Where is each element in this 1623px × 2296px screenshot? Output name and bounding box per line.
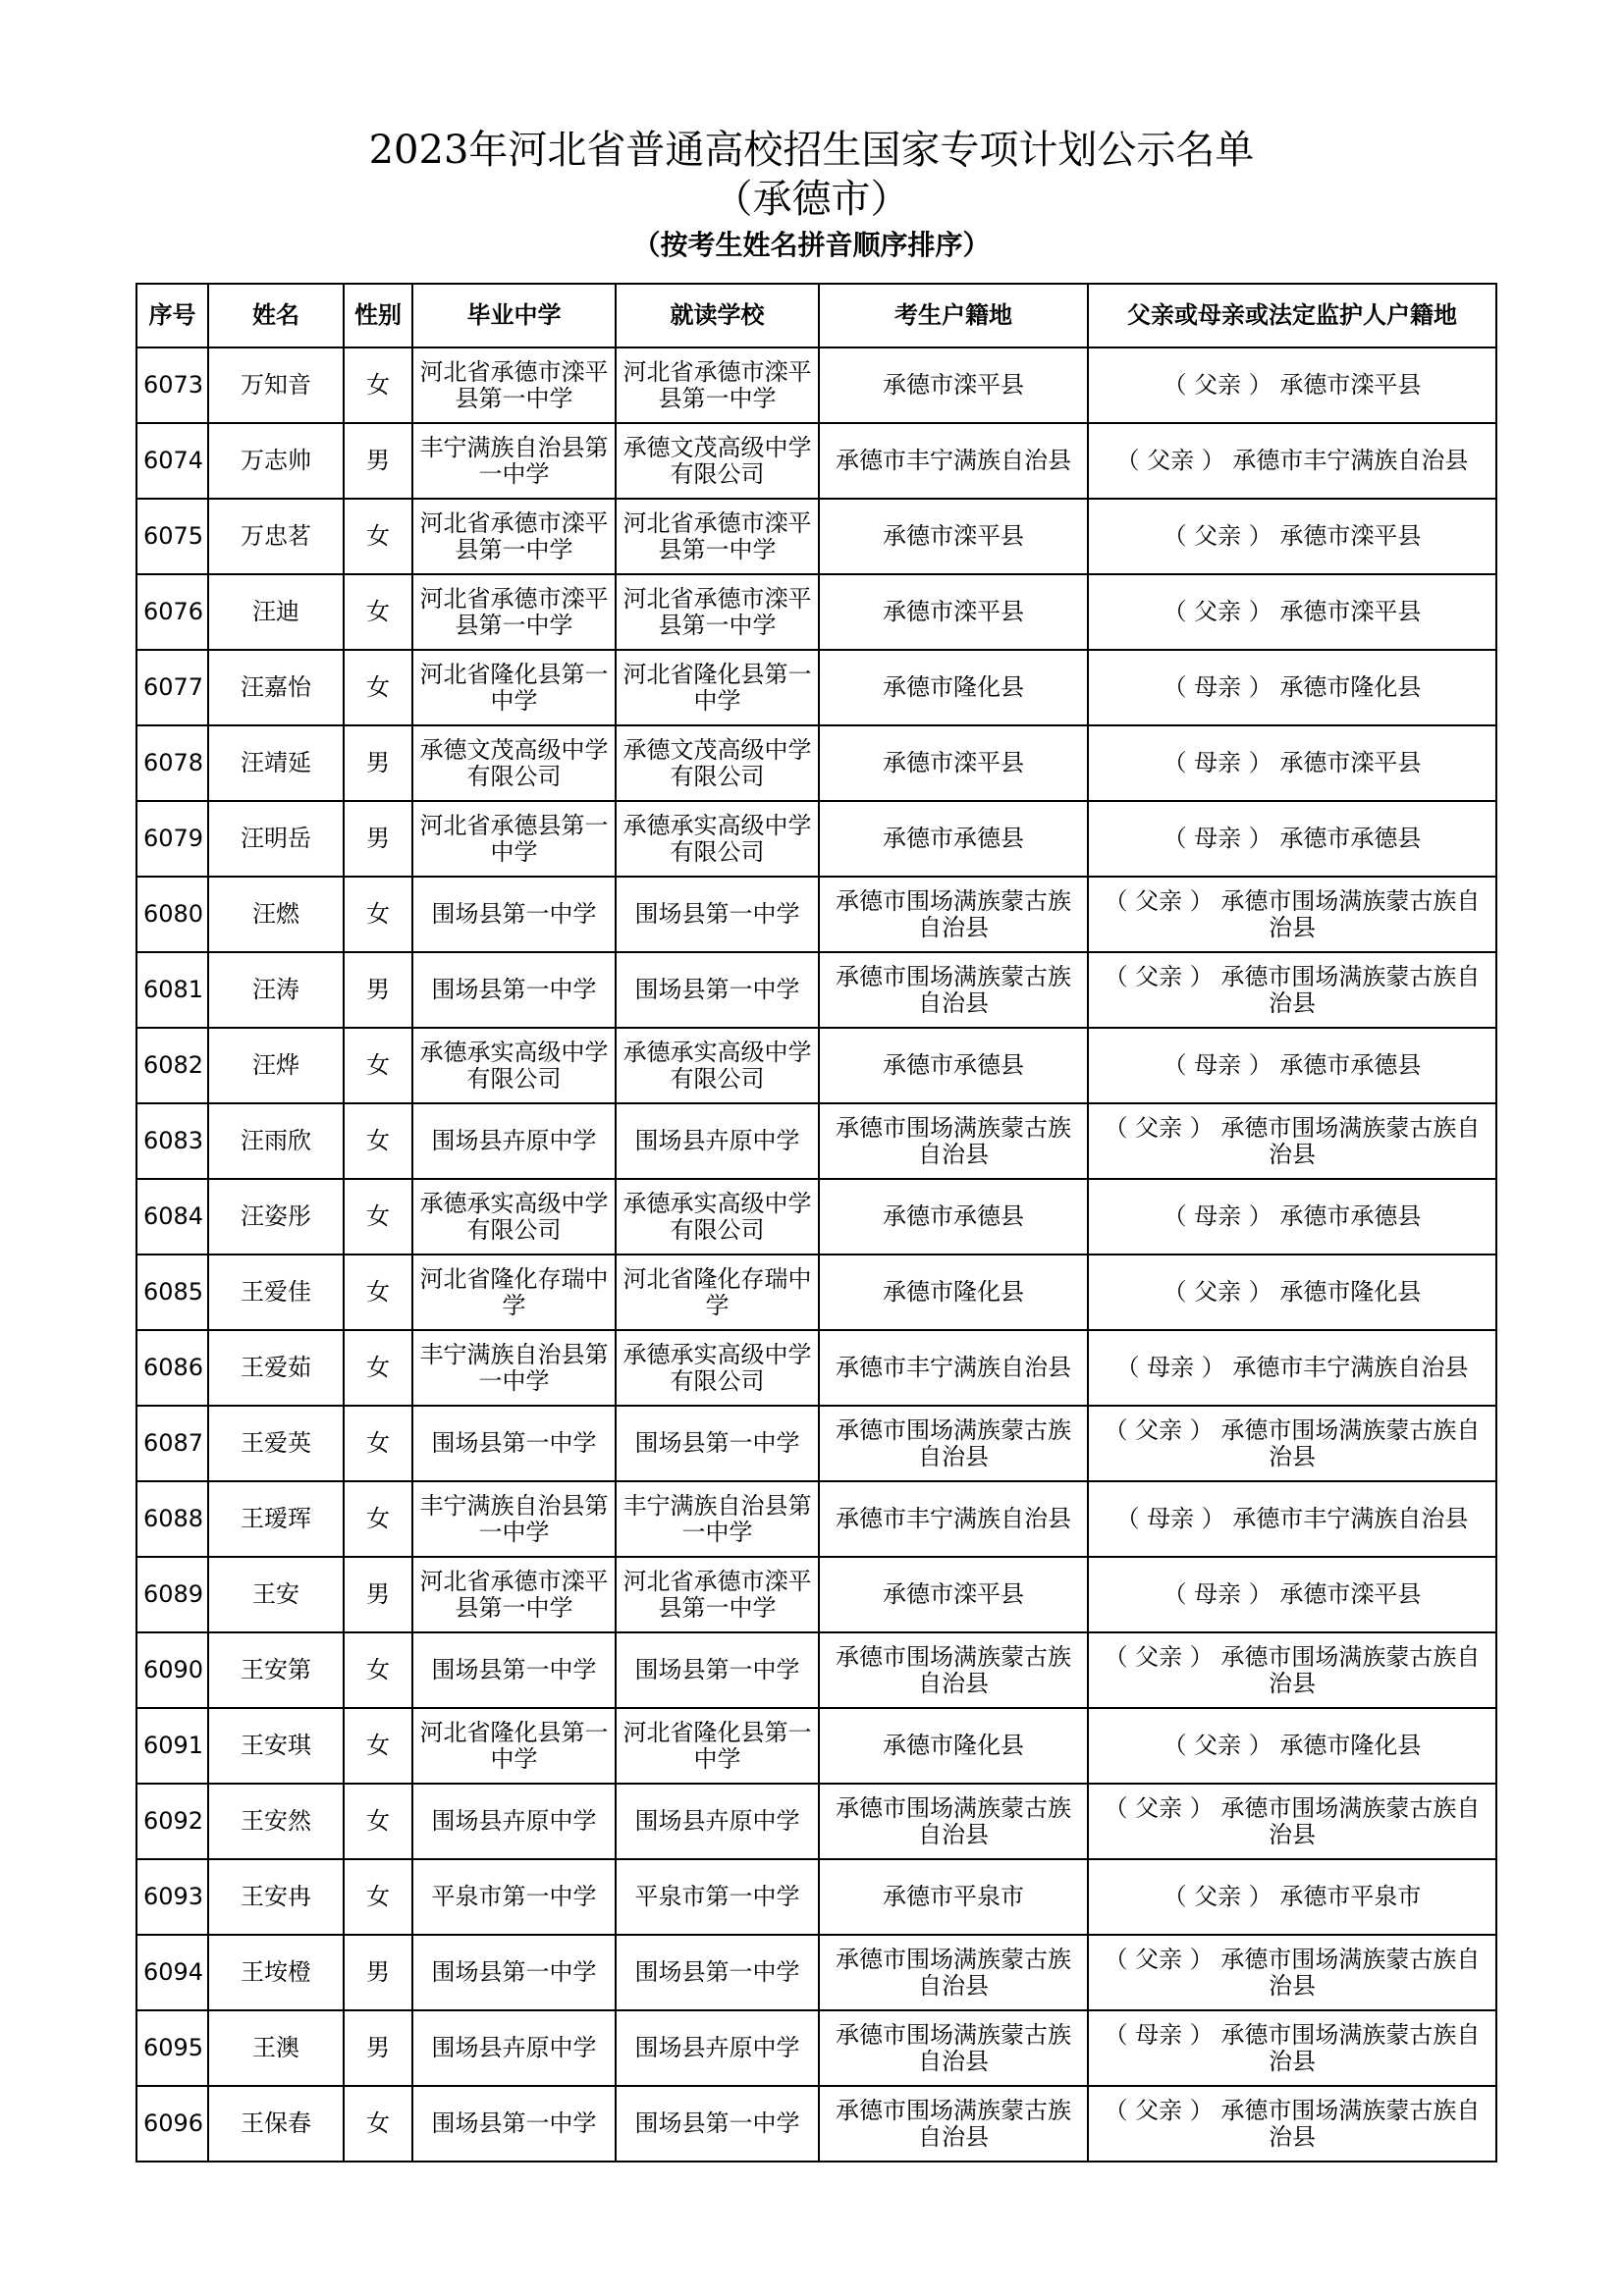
cell-grad-school: 围场县第一中学 bbox=[412, 1632, 616, 1708]
cell-grad-school: 围场县第一中学 bbox=[412, 1935, 616, 2010]
cell-household: 承德市隆化县 bbox=[819, 1255, 1088, 1330]
cell-gender: 男 bbox=[344, 423, 412, 499]
cell-current-school: 围场县第一中学 bbox=[616, 2086, 819, 2162]
cell-current-school: 河北省隆化存瑞中学 bbox=[616, 1255, 819, 1330]
cell-no: 6087 bbox=[136, 1406, 208, 1481]
cell-gender: 女 bbox=[344, 347, 412, 423]
cell-guardian: （ 母亲 ） 承德市围场满族蒙古族自治县 bbox=[1088, 2010, 1496, 2086]
cell-name: 王安第 bbox=[208, 1632, 344, 1708]
cell-gender: 男 bbox=[344, 725, 412, 801]
table-row bbox=[136, 1708, 1496, 1784]
cell-gender: 女 bbox=[344, 1406, 412, 1481]
cell-household: 承德市围场满族蒙古族自治县 bbox=[819, 1406, 1088, 1481]
table-row bbox=[136, 1406, 1496, 1481]
cell-no: 6074 bbox=[136, 423, 208, 499]
document-title: 2023年河北省普通高校招生国家专项计划公示名单 bbox=[368, 128, 1255, 173]
cell-no: 6096 bbox=[136, 2086, 208, 2162]
cell-guardian: （ 父亲 ） 承德市滦平县 bbox=[1088, 574, 1496, 650]
cell-guardian: （ 母亲 ） 承德市丰宁满族自治县 bbox=[1088, 1330, 1496, 1406]
cell-grad-school: 丰宁满族自治县第一中学 bbox=[412, 1481, 616, 1557]
cell-grad-school: 河北省承德市滦平县第一中学 bbox=[412, 574, 616, 650]
cell-guardian: （ 父亲 ） 承德市隆化县 bbox=[1088, 1255, 1496, 1330]
cell-gender: 男 bbox=[344, 952, 412, 1028]
cell-guardian: （ 母亲 ） 承德市承德县 bbox=[1088, 801, 1496, 877]
table-row bbox=[136, 952, 1496, 1028]
cell-grad-school: 围场县卉原中学 bbox=[412, 2010, 616, 2086]
table-row bbox=[136, 1784, 1496, 1859]
cell-current-school: 丰宁满族自治县第一中学 bbox=[616, 1481, 819, 1557]
header-grad-school: 毕业中学 bbox=[412, 284, 616, 347]
cell-no: 6075 bbox=[136, 499, 208, 574]
cell-no: 6094 bbox=[136, 1935, 208, 2010]
cell-grad-school: 围场县第一中学 bbox=[412, 952, 616, 1028]
table-row bbox=[136, 1255, 1496, 1330]
document-subtitle: （承德市） bbox=[713, 177, 910, 222]
cell-gender: 女 bbox=[344, 1103, 412, 1179]
header-no: 序号 bbox=[136, 284, 208, 347]
cell-guardian: （ 母亲 ） 承德市隆化县 bbox=[1088, 650, 1496, 725]
cell-gender: 女 bbox=[344, 2086, 412, 2162]
cell-household: 承德市滦平县 bbox=[819, 725, 1088, 801]
cell-no: 6078 bbox=[136, 725, 208, 801]
cell-grad-school: 丰宁满族自治县第一中学 bbox=[412, 1330, 616, 1406]
cell-guardian: （ 父亲 ） 承德市滦平县 bbox=[1088, 499, 1496, 574]
cell-grad-school: 平泉市第一中学 bbox=[412, 1859, 616, 1935]
cell-household: 承德市围场满族蒙古族自治县 bbox=[819, 1632, 1088, 1708]
cell-gender: 女 bbox=[344, 1255, 412, 1330]
cell-household: 承德市围场满族蒙古族自治县 bbox=[819, 1935, 1088, 2010]
table-row bbox=[136, 1330, 1496, 1406]
cell-name: 汪嘉怡 bbox=[208, 650, 344, 725]
name-list-table bbox=[135, 283, 1497, 2163]
cell-household: 承德市隆化县 bbox=[819, 650, 1088, 725]
cell-gender: 女 bbox=[344, 1481, 412, 1557]
header-current-school: 就读学校 bbox=[616, 284, 819, 347]
cell-gender: 女 bbox=[344, 877, 412, 952]
cell-no: 6088 bbox=[136, 1481, 208, 1557]
cell-current-school: 承德承实高级中学有限公司 bbox=[616, 801, 819, 877]
cell-household: 承德市滦平县 bbox=[819, 347, 1088, 423]
table-header-row bbox=[136, 284, 1496, 347]
cell-gender: 女 bbox=[344, 1028, 412, 1103]
cell-household: 承德市围场满族蒙古族自治县 bbox=[819, 1784, 1088, 1859]
cell-current-school: 河北省承德市滦平县第一中学 bbox=[616, 1557, 819, 1632]
header-household: 考生户籍地 bbox=[819, 284, 1088, 347]
cell-current-school: 河北省隆化县第一中学 bbox=[616, 650, 819, 725]
cell-name: 汪迪 bbox=[208, 574, 344, 650]
cell-no: 6093 bbox=[136, 1859, 208, 1935]
table-row bbox=[136, 2086, 1496, 2162]
table-row bbox=[136, 1103, 1496, 1179]
cell-grad-school: 承德文茂高级中学有限公司 bbox=[412, 725, 616, 801]
table-row bbox=[136, 2010, 1496, 2086]
table-row bbox=[136, 877, 1496, 952]
cell-no: 6077 bbox=[136, 650, 208, 725]
cell-name: 万志帅 bbox=[208, 423, 344, 499]
cell-guardian: （ 父亲 ） 承德市隆化县 bbox=[1088, 1708, 1496, 1784]
cell-no: 6090 bbox=[136, 1632, 208, 1708]
cell-name: 王瑷珲 bbox=[208, 1481, 344, 1557]
cell-no: 6084 bbox=[136, 1179, 208, 1255]
cell-current-school: 河北省承德市滦平县第一中学 bbox=[616, 499, 819, 574]
cell-no: 6089 bbox=[136, 1557, 208, 1632]
cell-household: 承德市平泉市 bbox=[819, 1859, 1088, 1935]
cell-guardian: （ 父亲 ） 承德市平泉市 bbox=[1088, 1859, 1496, 1935]
cell-guardian: （ 母亲 ） 承德市滦平县 bbox=[1088, 1557, 1496, 1632]
cell-grad-school: 围场县卉原中学 bbox=[412, 1784, 616, 1859]
cell-grad-school: 河北省承德市滦平县第一中学 bbox=[412, 1557, 616, 1632]
cell-household: 承德市承德县 bbox=[819, 1028, 1088, 1103]
cell-household: 承德市围场满族蒙古族自治县 bbox=[819, 1103, 1088, 1179]
cell-gender: 男 bbox=[344, 801, 412, 877]
cell-guardian: （ 父亲 ） 承德市围场满族蒙古族自治县 bbox=[1088, 1406, 1496, 1481]
cell-no: 6091 bbox=[136, 1708, 208, 1784]
cell-current-school: 承德承实高级中学有限公司 bbox=[616, 1179, 819, 1255]
cell-grad-school: 围场县第一中学 bbox=[412, 877, 616, 952]
cell-household: 承德市围场满族蒙古族自治县 bbox=[819, 952, 1088, 1028]
cell-no: 6086 bbox=[136, 1330, 208, 1406]
cell-gender: 女 bbox=[344, 1179, 412, 1255]
cell-gender: 女 bbox=[344, 574, 412, 650]
table-row bbox=[136, 1632, 1496, 1708]
cell-guardian: （ 父亲 ） 承德市围场满族蒙古族自治县 bbox=[1088, 1784, 1496, 1859]
cell-guardian: （ 父亲 ） 承德市围场满族蒙古族自治县 bbox=[1088, 2086, 1496, 2162]
cell-gender: 女 bbox=[344, 499, 412, 574]
cell-name: 王安 bbox=[208, 1557, 344, 1632]
cell-current-school: 承德承实高级中学有限公司 bbox=[616, 1028, 819, 1103]
sort-note: （按考生姓名拼音顺序排序） bbox=[632, 229, 991, 261]
header-name: 姓名 bbox=[208, 284, 344, 347]
cell-guardian: （ 父亲 ） 承德市围场满族蒙古族自治县 bbox=[1088, 1103, 1496, 1179]
cell-no: 6095 bbox=[136, 2010, 208, 2086]
cell-name: 王垵橙 bbox=[208, 1935, 344, 2010]
cell-household: 承德市围场满族蒙古族自治县 bbox=[819, 877, 1088, 952]
cell-name: 万知音 bbox=[208, 347, 344, 423]
cell-gender: 女 bbox=[344, 650, 412, 725]
cell-household: 承德市丰宁满族自治县 bbox=[819, 423, 1088, 499]
cell-household: 承德市滦平县 bbox=[819, 574, 1088, 650]
cell-gender: 男 bbox=[344, 1935, 412, 2010]
cell-household: 承德市承德县 bbox=[819, 801, 1088, 877]
cell-name: 汪明岳 bbox=[208, 801, 344, 877]
cell-name: 王澳 bbox=[208, 2010, 344, 2086]
cell-household: 承德市滦平县 bbox=[819, 1557, 1088, 1632]
cell-household: 承德市滦平县 bbox=[819, 499, 1088, 574]
cell-name: 王安琪 bbox=[208, 1708, 344, 1784]
cell-name: 王安然 bbox=[208, 1784, 344, 1859]
cell-gender: 男 bbox=[344, 1557, 412, 1632]
cell-guardian: （ 母亲 ） 承德市承德县 bbox=[1088, 1028, 1496, 1103]
cell-current-school: 承德文茂高级中学有限公司 bbox=[616, 725, 819, 801]
cell-current-school: 河北省承德市滦平县第一中学 bbox=[616, 574, 819, 650]
cell-grad-school: 围场县第一中学 bbox=[412, 2086, 616, 2162]
cell-name: 汪靖延 bbox=[208, 725, 344, 801]
header-guardian: 父亲或母亲或法定监护人户籍地 bbox=[1088, 284, 1496, 347]
cell-grad-school: 河北省隆化存瑞中学 bbox=[412, 1255, 616, 1330]
cell-grad-school: 河北省承德县第一中学 bbox=[412, 801, 616, 877]
cell-household: 承德市丰宁满族自治县 bbox=[819, 1330, 1088, 1406]
cell-gender: 男 bbox=[344, 2010, 412, 2086]
cell-guardian: （ 父亲 ） 承德市围场满族蒙古族自治县 bbox=[1088, 952, 1496, 1028]
cell-household: 承德市围场满族蒙古族自治县 bbox=[819, 2086, 1088, 2162]
cell-current-school: 围场县卉原中学 bbox=[616, 2010, 819, 2086]
cell-gender: 女 bbox=[344, 1784, 412, 1859]
cell-no: 6085 bbox=[136, 1255, 208, 1330]
cell-current-school: 围场县第一中学 bbox=[616, 1935, 819, 2010]
cell-guardian: （ 父亲 ） 承德市围场满族蒙古族自治县 bbox=[1088, 877, 1496, 952]
table-row bbox=[136, 574, 1496, 650]
table-row bbox=[136, 650, 1496, 725]
cell-gender: 女 bbox=[344, 1859, 412, 1935]
cell-current-school: 河北省承德市滦平县第一中学 bbox=[616, 347, 819, 423]
cell-guardian: （ 父亲 ） 承德市围场满族蒙古族自治县 bbox=[1088, 1632, 1496, 1708]
cell-current-school: 围场县卉原中学 bbox=[616, 1103, 819, 1179]
table-row bbox=[136, 725, 1496, 801]
cell-name: 汪姿彤 bbox=[208, 1179, 344, 1255]
cell-name: 王爱佳 bbox=[208, 1255, 344, 1330]
cell-household: 承德市围场满族蒙古族自治县 bbox=[819, 2010, 1088, 2086]
table-row bbox=[136, 347, 1496, 423]
cell-grad-school: 河北省隆化县第一中学 bbox=[412, 1708, 616, 1784]
cell-no: 6082 bbox=[136, 1028, 208, 1103]
cell-no: 6081 bbox=[136, 952, 208, 1028]
cell-no: 6079 bbox=[136, 801, 208, 877]
cell-gender: 女 bbox=[344, 1330, 412, 1406]
cell-name: 王爱英 bbox=[208, 1406, 344, 1481]
cell-name: 万忠茗 bbox=[208, 499, 344, 574]
cell-grad-school: 承德承实高级中学有限公司 bbox=[412, 1028, 616, 1103]
cell-name: 汪雨欣 bbox=[208, 1103, 344, 1179]
cell-grad-school: 河北省隆化县第一中学 bbox=[412, 650, 616, 725]
cell-name: 王安冉 bbox=[208, 1859, 344, 1935]
table-row bbox=[136, 1935, 1496, 2010]
cell-grad-school: 河北省承德市滦平县第一中学 bbox=[412, 499, 616, 574]
cell-guardian: （ 母亲 ） 承德市承德县 bbox=[1088, 1179, 1496, 1255]
cell-grad-school: 河北省承德市滦平县第一中学 bbox=[412, 347, 616, 423]
cell-household: 承德市丰宁满族自治县 bbox=[819, 1481, 1088, 1557]
cell-current-school: 承德承实高级中学有限公司 bbox=[616, 1330, 819, 1406]
table-row bbox=[136, 1028, 1496, 1103]
cell-grad-school: 围场县第一中学 bbox=[412, 1406, 616, 1481]
cell-gender: 女 bbox=[344, 1632, 412, 1708]
table-row bbox=[136, 1859, 1496, 1935]
cell-guardian: （ 父亲 ） 承德市滦平县 bbox=[1088, 347, 1496, 423]
cell-name: 汪燃 bbox=[208, 877, 344, 952]
cell-guardian: （ 母亲 ） 承德市滦平县 bbox=[1088, 725, 1496, 801]
cell-current-school: 河北省隆化县第一中学 bbox=[616, 1708, 819, 1784]
cell-household: 承德市承德县 bbox=[819, 1179, 1088, 1255]
table-row bbox=[136, 1481, 1496, 1557]
cell-gender: 女 bbox=[344, 1708, 412, 1784]
cell-current-school: 围场县卉原中学 bbox=[616, 1784, 819, 1859]
cell-current-school: 平泉市第一中学 bbox=[616, 1859, 819, 1935]
cell-current-school: 围场县第一中学 bbox=[616, 1406, 819, 1481]
cell-household: 承德市隆化县 bbox=[819, 1708, 1088, 1784]
table-row bbox=[136, 801, 1496, 877]
cell-name: 汪涛 bbox=[208, 952, 344, 1028]
cell-guardian: （ 父亲 ） 承德市围场满族蒙古族自治县 bbox=[1088, 1935, 1496, 2010]
cell-no: 6076 bbox=[136, 574, 208, 650]
table-row bbox=[136, 1557, 1496, 1632]
cell-current-school: 围场县第一中学 bbox=[616, 877, 819, 952]
table-row bbox=[136, 423, 1496, 499]
cell-guardian: （ 母亲 ） 承德市丰宁满族自治县 bbox=[1088, 1481, 1496, 1557]
cell-name: 王爱茹 bbox=[208, 1330, 344, 1406]
cell-current-school: 围场县第一中学 bbox=[616, 952, 819, 1028]
cell-current-school: 承德文茂高级中学有限公司 bbox=[616, 423, 819, 499]
cell-name: 王保春 bbox=[208, 2086, 344, 2162]
table-row bbox=[136, 499, 1496, 574]
header-gender: 性别 bbox=[344, 284, 412, 347]
cell-no: 6092 bbox=[136, 1784, 208, 1859]
cell-grad-school: 丰宁满族自治县第一中学 bbox=[412, 423, 616, 499]
cell-grad-school: 承德承实高级中学有限公司 bbox=[412, 1179, 616, 1255]
cell-current-school: 围场县第一中学 bbox=[616, 1632, 819, 1708]
cell-grad-school: 围场县卉原中学 bbox=[412, 1103, 616, 1179]
table-body bbox=[136, 347, 1496, 2162]
cell-name: 汪烨 bbox=[208, 1028, 344, 1103]
cell-no: 6080 bbox=[136, 877, 208, 952]
cell-no: 6073 bbox=[136, 347, 208, 423]
cell-no: 6083 bbox=[136, 1103, 208, 1179]
cell-guardian: （ 父亲 ） 承德市丰宁满族自治县 bbox=[1088, 423, 1496, 499]
table-row bbox=[136, 1179, 1496, 1255]
